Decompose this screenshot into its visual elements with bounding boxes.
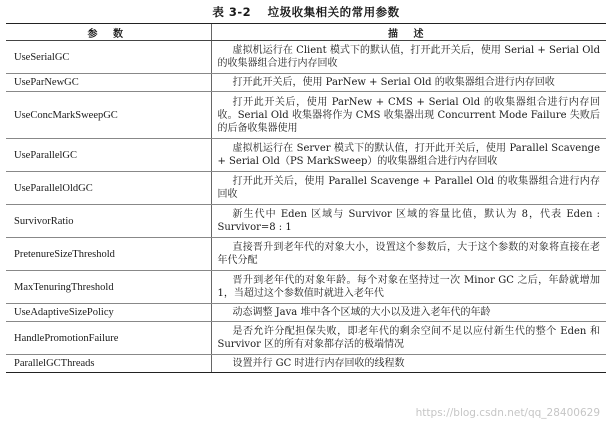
table-row: [6, 139, 606, 172]
table-row: [6, 238, 606, 271]
gc-params-table: [6, 23, 606, 373]
table-row: [6, 322, 606, 355]
param-desc: 新生代中 Eden 区域与 Survivor 区域的容量比值，默认为 8，代表 Eden : Survivor=8 : 1: [211, 205, 606, 238]
param-name: UseAdaptiveSizePolicy: [6, 304, 211, 322]
param-desc: 虚拟机运行在 Client 模式下的默认值，打开此开关后，使用 Serial + Serial Old 的收集器组合进行内存回收: [211, 41, 606, 74]
table-row: [6, 304, 606, 322]
param-desc: 虚拟机运行在 Server 模式下的默认值，打开此开关后，使用 Parallel Scavenge + Serial Old（PS MarkSweep）的收集器组合进行内存回收: [211, 139, 606, 172]
watermark: https://blog.csdn.net/qq_28400629: [415, 407, 600, 419]
table-caption: [0, 4, 612, 20]
header-desc: 描 述: [211, 24, 606, 41]
table-row: [6, 205, 606, 238]
param-desc: 动态调整 Java 堆中各个区域的大小以及进入老年代的年龄: [211, 304, 606, 322]
param-desc: 晋升到老年代的对象年龄。每个对象在坚持过一次 Minor GC 之后，年龄就增加 1，当超过这个参数值时就进入老年代: [211, 271, 606, 304]
param-desc: 是否允许分配担保失败，即老年代的剩余空间不足以应付新生代的整个 Eden 和 Survivor 区的所有对象都存活的极端情况: [211, 322, 606, 355]
table-row: [6, 271, 606, 304]
param-name: UseSerialGC: [6, 41, 211, 74]
table-row: [6, 355, 606, 373]
param-name: UseParNewGC: [6, 74, 211, 92]
param-name: UseParallelGC: [6, 139, 211, 172]
header-param: 参 数: [6, 24, 211, 41]
param-name: UseParallelOldGC: [6, 172, 211, 205]
table-row: [6, 74, 606, 92]
param-name: MaxTenuringThreshold: [6, 271, 211, 304]
param-desc: 打开此开关后，使用 ParNew + Serial Old 的收集器组合进行内存回收: [211, 74, 606, 92]
param-name: ParallelGCThreads: [6, 355, 211, 373]
table-row: [6, 92, 606, 139]
param-name: HandlePromotionFailure: [6, 322, 211, 355]
param-name: SurvivorRatio: [6, 205, 211, 238]
param-name: PretenureSizeThreshold: [6, 238, 211, 271]
param-desc: 打开此开关后，使用 ParNew + CMS + Serial Old 的收集器组合进行内存回收。Serial Old 收集器将作为 CMS 收集器出现 Concurrent Mode Failure 失败后的后备收集器使用: [211, 92, 606, 139]
param-desc: 设置并行 GC 时进行内存回收的线程数: [211, 355, 606, 373]
table-title: 垃圾收集相关的常用参数: [267, 5, 400, 19]
table-row: [6, 172, 606, 205]
param-desc: 打开此开关后，使用 Parallel Scavenge + Parallel Old 的收集器组合进行内存回收: [211, 172, 606, 205]
table-header-row: [6, 24, 606, 41]
param-desc: 直接晋升到老年代的对象大小，设置这个参数后，大于这个参数的对象将直接在老年代分配: [211, 238, 606, 271]
table-row: [6, 41, 606, 74]
table-number: 表 3-2: [212, 5, 252, 19]
param-name: UseConcMarkSweepGC: [6, 92, 211, 139]
